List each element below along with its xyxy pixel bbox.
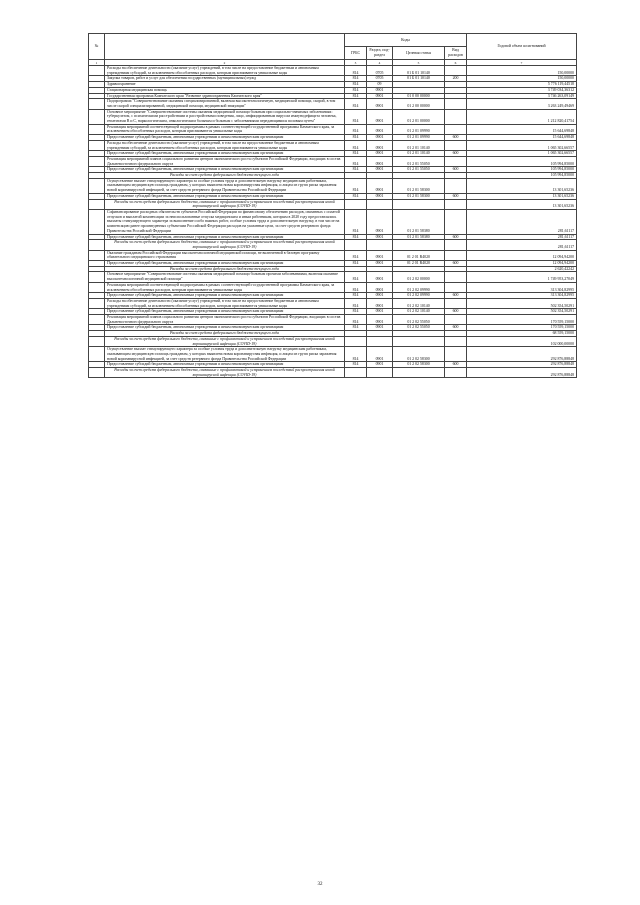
row-csr-cell: 01 2 02 10140 (393, 309, 445, 315)
row-vr-cell (445, 99, 467, 109)
row-grbs-cell: 814 (345, 362, 367, 368)
row-csr-cell: 01 2 01 00000 (393, 109, 445, 124)
row-razdel-cell: 0901 (367, 140, 393, 150)
row-razdel-cell (367, 199, 393, 209)
row-grbs-cell: 814 (345, 325, 367, 331)
row-sum-cell: 105 994,85000 (467, 167, 577, 173)
row-csr-cell: 01 2 02 10140 (393, 298, 445, 308)
row-name-cell: Предоставление субсидий бюджетным, автономным учреждениям и иным некоммерческим организациям (105, 261, 345, 267)
row-grbs-cell (345, 336, 367, 346)
row-sum-cell: 502 354,50291 (467, 309, 577, 315)
row-sum-cell: 12 094,94200 (467, 250, 577, 260)
row-razdel-cell: 0901 (367, 209, 393, 234)
table-row (89, 250, 577, 260)
row-sum-cell: 502 354,50291 (467, 298, 577, 308)
row-razdel-cell: 0901 (367, 250, 393, 260)
row-name-cell: Реализация мероприятий соответствующей подпрограммы в рамках соответствующей государственной программы Камчатского края, за исключением обособленных расходов, которым присваиваются уникальные коды (105, 282, 345, 292)
row-razdel-cell: 0901 (367, 309, 393, 315)
row-number-cell (89, 272, 105, 282)
table-row (89, 124, 577, 134)
row-razdel-cell: 0901 (367, 234, 393, 240)
row-csr-cell: 01 2 02 09990 (393, 282, 445, 292)
row-razdel-cell: 09 (367, 82, 393, 88)
row-razdel-cell: 0901 (367, 93, 393, 99)
row-sum-cell: 3 746 263,09149 (467, 93, 577, 99)
row-name-cell: Предоставление субсидий бюджетным, автономным учреждениям и иным некоммерческим организациям (105, 293, 345, 299)
row-grbs-cell: 814 (345, 109, 367, 124)
table-row (89, 140, 577, 150)
row-name-cell: Реализация мероприятий планов социального развития центров экономического роста субъектов Российской Федерации, входящих в состав Дальневосточного федерального округа (105, 156, 345, 166)
row-name-cell: Реализация мероприятий планов социального развития центров экономического роста субъектов Российской Федерации, входящих в состав Дальневосточного федерального округа (105, 315, 345, 325)
row-csr-cell: 01 0 00 00000 (393, 93, 445, 99)
row-razdel-cell: 0901 (367, 325, 393, 331)
row-razdel-cell (367, 368, 393, 378)
row-vr-cell (445, 199, 467, 209)
row-csr-cell (393, 368, 445, 378)
row-razdel-cell: 0901 (367, 178, 393, 193)
row-name-cell: Расходы за счет средств федерального бюджета текущего года (105, 331, 345, 337)
header-grbs: ГРБС (345, 47, 367, 60)
row-number-cell (89, 240, 105, 250)
row-razdel-cell: 0901 (367, 261, 393, 267)
table-row (89, 347, 577, 362)
row-sum-cell: 313 304,82995 (467, 282, 577, 292)
row-csr-cell: 01 2 02 00000 (393, 272, 445, 282)
row-sum-cell: 170 559,15000 (467, 325, 577, 331)
row-number-cell (89, 315, 105, 325)
row-grbs-cell: 814 (345, 66, 367, 76)
row-number-cell (89, 250, 105, 260)
column-number: 6 (445, 60, 467, 66)
row-grbs-cell: 814 (345, 261, 367, 267)
row-vr-cell: 600 (445, 234, 467, 240)
row-grbs-cell: 814 (345, 135, 367, 141)
row-number-cell (89, 140, 105, 150)
row-grbs-cell: 814 (345, 167, 367, 173)
row-vr-cell (445, 66, 467, 76)
row-grbs-cell (345, 199, 367, 209)
table-row (89, 282, 577, 292)
row-sum-cell: 1 065 302,66557 (467, 151, 577, 157)
row-vr-cell (445, 347, 467, 362)
row-csr-cell: 01 2 01 R4020 (393, 250, 445, 260)
row-sum-cell: 292 876,88848 (467, 362, 577, 368)
row-grbs-cell: 814 (345, 151, 367, 157)
column-number: 1 (89, 60, 105, 66)
row-razdel-cell: 0901 (367, 193, 393, 199)
row-razdel-cell: 0901 (367, 282, 393, 292)
row-name-cell: Предоставление субсидий бюджетным, автономным учреждениям и иным некоммерческим организациям (105, 151, 345, 157)
row-razdel-cell: 0901 (367, 87, 393, 93)
row-sum-cell: 1 065 302,66557 (467, 140, 577, 150)
row-sum-cell: 15 644,69848 (467, 124, 577, 134)
row-sum-cell: 68 559,15000 (467, 331, 577, 337)
row-vr-cell: 600 (445, 167, 467, 173)
row-name-cell: Осуществление выплат стимулирующего характера за особые условия труда и дополнительную нагрузку медицинским работникам, оказывающим медицинскую помощь гражданам, у которых выявлена новая коронавирусная инфекция, и лицам из групп риска заражения новой коронавирусной инфекцией, за счет средств резервного фонда Правительства Российской Федерации (105, 178, 345, 193)
row-razdel-cell: 0901 (367, 151, 393, 157)
row-vr-cell: 200 (445, 76, 467, 82)
row-csr-cell: 01 2 02 55050 (393, 325, 445, 331)
row-csr-cell: 01 2 01 09990 (393, 124, 445, 134)
row-sum-cell: 13 301,65236 (467, 178, 577, 193)
table-row (89, 99, 577, 109)
row-grbs-cell: 814 (345, 272, 367, 282)
row-name-cell: Здравоохранение (105, 82, 345, 88)
row-sum-cell: 13 301,65236 (467, 193, 577, 199)
row-sum-cell: 105 994,85000 (467, 173, 577, 179)
row-number-cell (89, 66, 105, 76)
row-csr-cell: 01 Б 01 10140 (393, 66, 445, 76)
header-codes: Коды (345, 34, 467, 47)
row-name-cell: Подпрограмма "Совершенствование оказания специализированной, включая высокотехнологичную, медицинской помощи, скорой, в том числе скорой специализированной, медицинской помощи, медицинской эвакуации" (105, 99, 345, 109)
row-csr-cell (393, 199, 445, 209)
row-vr-cell (445, 156, 467, 166)
row-vr-cell: 600 (445, 362, 467, 368)
row-razdel-cell: 0901 (367, 272, 393, 282)
row-name-cell: Расходы за счет средств федерального бюджета, связанные с профилактикой и устранением последствий распространения новой коронавирусной инфекции (COVID-19) (105, 199, 345, 209)
row-vr-cell (445, 315, 467, 325)
row-sum-cell: 170 559,15000 (467, 315, 577, 325)
row-csr-cell: 01 2 01 58380 (393, 234, 445, 240)
row-sum-cell: 5 776 119,44518 (467, 82, 577, 88)
column-number: 3 (345, 60, 367, 66)
row-sum-cell: 12 094,94200 (467, 261, 577, 267)
row-vr-cell (445, 368, 467, 378)
row-name-cell: Предоставление субсидий бюджетным, автономным учреждениям и иным некоммерческим организациям (105, 325, 345, 331)
row-grbs-cell: 814 (345, 87, 367, 93)
row-grbs-cell: 814 (345, 298, 367, 308)
row-csr-cell: 01 2 01 09990 (393, 135, 445, 141)
row-vr-cell (445, 298, 467, 308)
table-row (89, 66, 577, 76)
row-grbs-cell: 814 (345, 309, 367, 315)
row-name-cell: Расходы за счет средств федерального бюджета, связанные с профилактикой и устранением последствий распространения новой коронавирусной инфекции (COVID-19) (105, 368, 345, 378)
row-grbs-cell: 814 (345, 76, 367, 82)
row-razdel-cell (367, 240, 393, 250)
row-razdel-cell: 0901 (367, 99, 393, 109)
row-vr-cell (445, 209, 467, 234)
row-number-cell (89, 336, 105, 346)
row-number-cell (89, 298, 105, 308)
row-grbs-cell: 814 (345, 250, 367, 260)
row-csr-cell: 01 2 01 55050 (393, 167, 445, 173)
row-name-cell: Расходы на обеспечение деятельности (оказание услуг) учреждений, в том числе на предоставление бюджетным и автономным учреждениям субсидий, за исключением обособленных расходов, которым присваиваются уникальные коды (105, 66, 345, 76)
row-csr-cell: 01 2 01 10140 (393, 151, 445, 157)
row-sum-cell: 1 749 953,27049 (467, 272, 577, 282)
row-vr-cell (445, 124, 467, 134)
row-number-cell (89, 156, 105, 166)
row-vr-cell: 600 (445, 151, 467, 157)
row-name-cell: Основное мероприятие "Совершенствование системы оказания медицинской помощи больным при социально-значимых заболеваниях: туберкулезом, с психическими расстройствами и расстройствами поведения, лицо, инфицированным вирусом иммунодефицита человека, гепатитами B и C, наркологическим, онкологическим больным и больным с заболеваниями передающимися половым путем" (105, 109, 345, 124)
row-number-cell (89, 109, 105, 124)
row-name-cell: Осуществление выплат стимулирующего характера за особые условия труда и дополнительную нагрузку медицинским работникам, оказывающим медицинскую помощь гражданам, у которых выявлена новая коронавирусная инфекция, и лицам из групп риска заражения новой коронавирусной инфекцией, за счет средств резервного фонда Правительства Российской Федерации (105, 347, 345, 362)
row-name-cell: Основное мероприятие "Совершенствование системы оказания медицинской помощи больным прочими заболеваниями, включая оказание высокотехнологичной медицинской помощи" (105, 272, 345, 282)
row-csr-cell: 01 2 02 58300 (393, 347, 445, 362)
row-razdel-cell: 0901 (367, 167, 393, 173)
row-vr-cell: 600 (445, 293, 467, 299)
row-sum-cell: 15 644,69848 (467, 135, 577, 141)
row-number-cell (89, 368, 105, 378)
row-vr-cell (445, 272, 467, 282)
table-row (89, 209, 577, 234)
row-grbs-cell (345, 368, 367, 378)
row-grbs-cell: 814 (345, 124, 367, 134)
row-grbs-cell (345, 240, 367, 250)
table-row (89, 178, 577, 193)
row-number-cell (89, 124, 105, 134)
column-number: 2 (105, 60, 345, 66)
row-sum-cell: 281,61117 (467, 240, 577, 250)
row-name-cell: Предоставление субсидий бюджетным, автономным учреждениям и иным некоммерческим организациям (105, 234, 345, 240)
row-sum-cell: 3 749 034,36312 (467, 87, 577, 93)
row-name-cell: Расходы на обеспечение деятельности (оказание услуг) учреждений, в том числе на предоставление бюджетным и автономным учреждениям субсидий, за исключением обособленных расходов, которым присваиваются уникальные коды (105, 298, 345, 308)
row-razdel-cell: 0901 (367, 135, 393, 141)
row-csr-cell (393, 336, 445, 346)
table-note-row (89, 199, 577, 209)
row-razdel-cell: 0901 (367, 124, 393, 134)
row-name-cell: Предоставление субсидий бюджетным, автономным учреждениям и иным некоммерческим организациям (105, 135, 345, 141)
row-razdel-cell: 0705 (367, 66, 393, 76)
row-razdel-cell: 0901 (367, 298, 393, 308)
row-sum-cell: 1 212 820,41754 (467, 109, 577, 124)
row-sum-cell: 102 000,00000 (467, 336, 577, 346)
row-grbs-cell: 814 (345, 140, 367, 150)
row-grbs-cell: 814 (345, 82, 367, 88)
row-grbs-cell: 814 (345, 93, 367, 99)
row-razdel-cell: 0901 (367, 315, 393, 325)
row-grbs-cell: 814 (345, 315, 367, 325)
row-sum-cell: 13 301,65236 (467, 199, 577, 209)
row-csr-cell: 01 Б 01 10140 (393, 76, 445, 82)
row-vr-cell (445, 250, 467, 260)
row-name-cell: Стационарная медицинская помощь (105, 87, 345, 93)
row-number-cell (89, 209, 105, 234)
row-csr-cell: 01 2 00 00000 (393, 99, 445, 109)
row-razdel-cell: 0901 (367, 362, 393, 368)
row-number-cell (89, 199, 105, 209)
row-vr-cell: 600 (445, 309, 467, 315)
row-sum-cell: 313 304,82995 (467, 293, 577, 299)
row-vr-cell: 600 (445, 325, 467, 331)
row-razdel-cell: 0705 (367, 76, 393, 82)
table-row (89, 109, 577, 124)
header-csr: Целевая статья (393, 47, 445, 60)
row-number-cell (89, 178, 105, 193)
row-name-cell: Расходы за счет средств федерального бюджета текущего года (105, 173, 345, 179)
row-number-cell (89, 282, 105, 292)
row-vr-cell (445, 282, 467, 292)
row-vr-cell: 600 (445, 135, 467, 141)
row-name-cell: Предоставление субсидий бюджетным, автономным учреждениям и иным некоммерческим организациям (105, 309, 345, 315)
row-razdel-cell: 0901 (367, 293, 393, 299)
row-sum-cell: 150,00000 (467, 76, 577, 82)
header-name (105, 34, 345, 60)
header-vr: Вид расходов (445, 47, 467, 60)
table-row (89, 272, 577, 282)
row-sum-cell: 3 263 249,49469 (467, 99, 577, 109)
row-name-cell: Предоставление субсидий бюджетным, автономным учреждениям и иным некоммерческим организациям (105, 362, 345, 368)
row-vr-cell (445, 336, 467, 346)
row-grbs-cell: 814 (345, 178, 367, 193)
row-grbs-cell: 814 (345, 193, 367, 199)
row-csr-cell: 01 2 01 58380 (393, 209, 445, 234)
row-sum-cell: 105 994,85000 (467, 156, 577, 166)
row-number-cell (89, 99, 105, 109)
column-number: 7 (467, 60, 577, 66)
table-row (89, 298, 577, 308)
row-name-cell: Расходы за счет средств федерального бюджета, связанные с профилактикой и устранением последствий распространения новой коронавирусной инфекции (COVID-19) (105, 240, 345, 250)
row-name-cell: Государственная программа Камчатского края "Развитие здравоохранения Камчатского края" (105, 93, 345, 99)
row-name-cell: Софинансирование расходных обязательств субъектов Российской Федерации по финансовому обеспечению расходов, связанных с оплатой отпусков и выплатой компенсации за неиспользованные отпуска медицинским и иным работникам, которым в 2020 году предоставлялись выплаты стимулирующего характера за выполнение особо важных работ, особые условия труда и дополнительную нагрузку, в том числе на компенсацию ранее произведенных субъектами Российской Федерации расходов на указанные цели, за счет средств резервного фонда Правительства Российской Федерации (105, 209, 345, 234)
page-number: 32 (317, 882, 323, 887)
row-sum-cell: 150,00000 (467, 66, 577, 76)
row-sum-cell: 281,61117 (467, 234, 577, 240)
budget-table-sheet (88, 33, 576, 378)
table-note-row (89, 368, 577, 378)
row-grbs-cell: 814 (345, 293, 367, 299)
row-vr-cell (445, 178, 467, 193)
table-body (89, 66, 577, 378)
column-number: 4 (367, 60, 393, 66)
row-razdel-cell (367, 336, 393, 346)
row-csr-cell: 01 2 01 55050 (393, 156, 445, 166)
row-vr-cell: 600 (445, 193, 467, 199)
row-grbs-cell: 814 (345, 156, 367, 166)
header-razdel: Раздел, под-раздел (367, 47, 393, 60)
row-razdel-cell: 0901 (367, 347, 393, 362)
header-no: № (89, 34, 105, 60)
row-grbs-cell: 814 (345, 282, 367, 292)
row-vr-cell (445, 140, 467, 150)
row-csr-cell: 01 2 02 55050 (393, 315, 445, 325)
table-row (89, 315, 577, 325)
row-vr-cell: 600 (445, 261, 467, 267)
row-csr-cell (393, 240, 445, 250)
row-name-cell: Закупка товаров, работ и услуг для обеспечения государственных (муниципальных) нужд (105, 76, 345, 82)
table-row (89, 156, 577, 166)
row-vr-cell (445, 109, 467, 124)
row-csr-cell: 01 2 01 10140 (393, 140, 445, 150)
row-number-cell (89, 347, 105, 362)
table-note-row (89, 240, 577, 250)
column-number: 5 (393, 60, 445, 66)
row-sum-cell: 2 620,42242 (467, 266, 577, 272)
row-csr-cell: 01 2 02 58300 (393, 362, 445, 368)
row-csr-cell: 01 2 01 58300 (393, 193, 445, 199)
row-name-cell: Реализация мероприятий соответствующей подпрограммы в рамках соответствующей государственной программы Камчатского края, за исключением обособленных расходов, которым присваиваются уникальные коды (105, 124, 345, 134)
row-csr-cell: 01 2 01 R4020 (393, 261, 445, 267)
header-total: Годовой объем ассигнований (467, 34, 577, 60)
row-grbs-cell: 814 (345, 234, 367, 240)
table-header-row (89, 34, 577, 47)
row-grbs-cell: 814 (345, 209, 367, 234)
row-csr-cell: 01 2 02 09990 (393, 293, 445, 299)
row-sum-cell: 292 876,88848 (467, 368, 577, 378)
row-vr-cell (445, 240, 467, 250)
row-name-cell: Расходы за счет средств федерального бюджета текущего года (105, 266, 345, 272)
row-name-cell: Оказание гражданам Российской Федерации высокотехнологичной медицинской помощи, не включенной в базовую программу обязательного медицинского страхования (105, 250, 345, 260)
row-csr-cell: 01 2 01 58300 (393, 178, 445, 193)
budget-table (88, 33, 577, 378)
row-sum-cell: 292 876,88848 (467, 347, 577, 362)
row-name-cell: Предоставление субсидий бюджетным, автономным учреждениям и иным некоммерческим организациям (105, 193, 345, 199)
row-sum-cell: 281,61117 (467, 209, 577, 234)
row-grbs-cell: 814 (345, 347, 367, 362)
row-name-cell: Расходы на обеспечение деятельности (оказание услуг) учреждений, в том числе на предоставление бюджетным и автономным учреждениям субсидий, за исключением обособленных расходов, которым присваиваются уникальные коды (105, 140, 345, 150)
row-grbs-cell: 814 (345, 99, 367, 109)
row-razdel-cell: 0901 (367, 156, 393, 166)
row-name-cell: Предоставление субсидий бюджетным, автономным учреждениям и иным некоммерческим организациям (105, 167, 345, 173)
row-razdel-cell: 0901 (367, 109, 393, 124)
row-name-cell: Расходы за счет средств федерального бюджета, связанные с профилактикой и устранением последствий распространения новой коронавирусной инфекции (COVID-19) (105, 336, 345, 346)
table-note-row (89, 336, 577, 346)
